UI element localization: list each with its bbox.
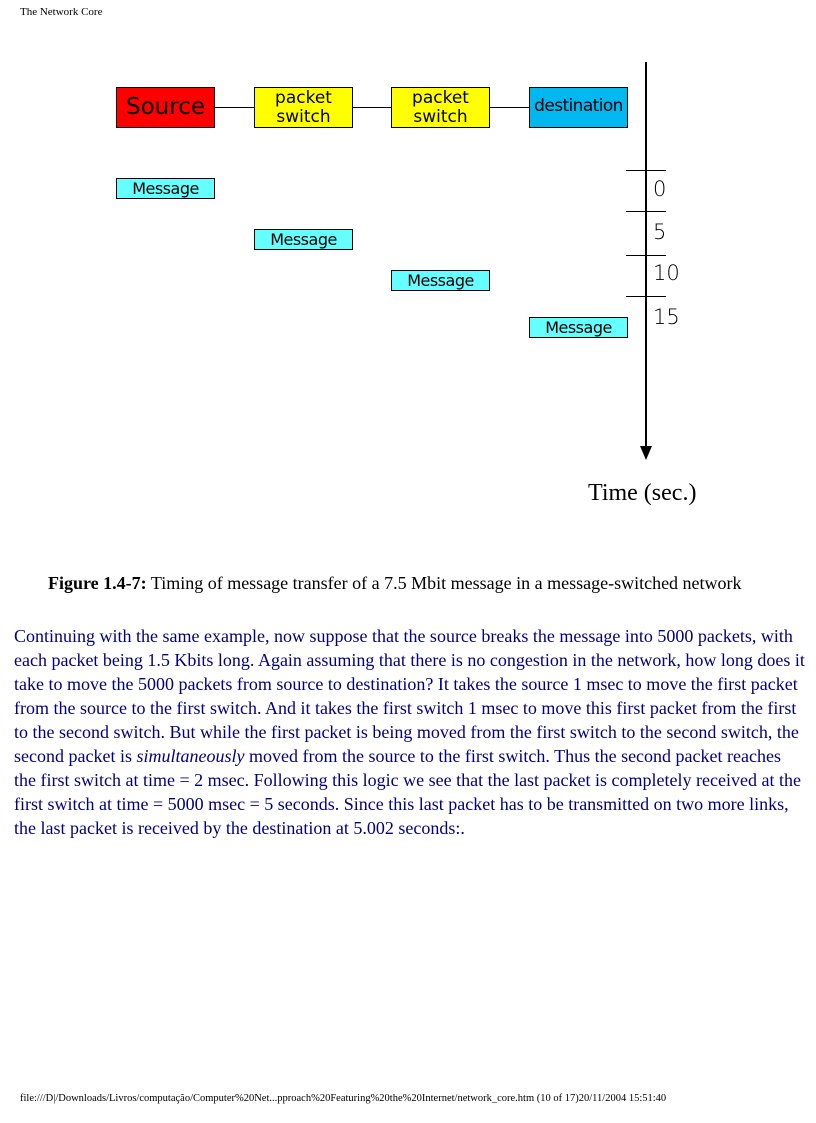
- tick-label-15: 15: [653, 305, 680, 329]
- time-tick: [626, 255, 666, 256]
- packet-switch-2-node: [391, 87, 490, 128]
- time-tick: [626, 170, 666, 171]
- message-box-t5: Message: [254, 229, 353, 250]
- body-paragraph-part1: Continuing with the same example, now suppose that the source breaks the message into 5000 packets, with each packet being 1.5 Kbits long. Again assuming that there is no congestion in the network, how long does it take to move the 5000 packets from source to destination? It takes the source 1 msec to move the first packet from the source to the first switch. And it takes the first switch 1 msec to move this first packet from the first to the second switch. But while the first packet is being moved from the first switch to the second switch, the second packet is: [14, 626, 805, 766]
- figure-caption: [48, 573, 808, 594]
- figure-caption-text: Timing of message transfer of a 7.5 Mbit message in a message-switched network: [146, 573, 742, 593]
- page-header-title: The Network Core: [20, 6, 103, 18]
- switch1-label-line1: packet: [275, 88, 332, 108]
- body-paragraph-part2: moved from the source to the first switch. Thus the second packet reaches the first switch at time = 2 msec. Following this logic we see that the last packet is completely received at the first switch at time = 5000 msec = 5 seconds. Since this last packet has to be transmitted on two more links, the last packet is received by the destination at 5.002 seconds:.: [14, 746, 801, 838]
- body-paragraph-emphasis: simultaneously: [136, 746, 245, 766]
- source-node: Source: [116, 87, 215, 128]
- message-box-t15: Message: [529, 317, 628, 338]
- tick-label-5: 5: [653, 220, 667, 244]
- time-tick: [626, 211, 666, 212]
- body-paragraph: [14, 624, 806, 840]
- time-axis-title: Time (sec.): [588, 480, 697, 506]
- switch1-label-line2: switch: [276, 107, 331, 127]
- tick-label-10: 10: [653, 261, 680, 285]
- time-axis-line: [645, 62, 647, 450]
- message-switching-figure: [0, 0, 816, 560]
- figure-caption-label: Figure 1.4-7:: [48, 573, 147, 593]
- time-tick: [626, 296, 666, 297]
- page-footer-url: file:///D|/Downloads/Livros/computação/Computer%20Net...pproach%20Featuring%20the%20Internet/network_core.htm (10 of 17)20/11/2004 15:51:40: [20, 1093, 667, 1104]
- tick-label-0: 0: [653, 177, 667, 201]
- link-source-switch1: [215, 107, 254, 108]
- switch2-label-line1: packet: [412, 88, 469, 108]
- message-box-t0: Message: [116, 178, 215, 199]
- destination-node: destination: [529, 87, 628, 128]
- switch2-label-line2: switch: [413, 107, 468, 127]
- message-box-t10: Message: [391, 270, 490, 291]
- time-axis-arrow-icon: [640, 446, 652, 460]
- packet-switch-1-node: [254, 87, 353, 128]
- link-switch2-destination: [490, 107, 529, 108]
- link-switch1-switch2: [353, 107, 391, 108]
